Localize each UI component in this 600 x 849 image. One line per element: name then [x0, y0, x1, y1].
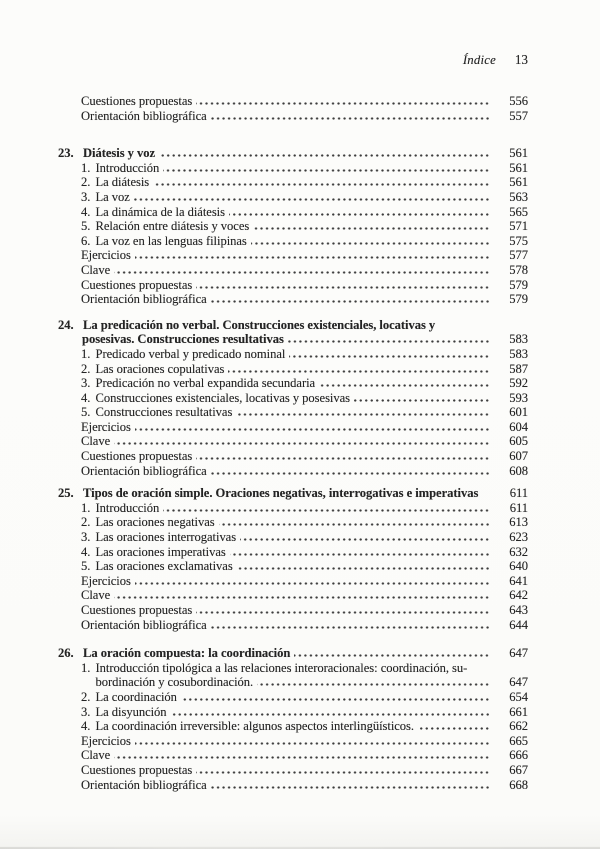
- running-title: Índice: [462, 53, 496, 67]
- entry-number: 2.: [81, 361, 91, 376]
- toc-entry: [81, 588, 528, 603]
- entry-label: La disyunción: [95, 704, 167, 719]
- dot-leader: [163, 509, 490, 512]
- dot-leader: [211, 626, 490, 629]
- dot-leader: [294, 654, 490, 657]
- entry-label: Cuestiones propuestas: [81, 762, 193, 777]
- toc-entry: [81, 376, 528, 391]
- entry-page-number: 611: [509, 486, 528, 501]
- entry-label: Clave: [81, 748, 111, 763]
- toc-section-24: [58, 318, 528, 479]
- dot-leader: [153, 183, 490, 186]
- entry-number: 1.: [81, 346, 91, 361]
- toc-section-26: [58, 646, 528, 792]
- entry-label: Predicado verbal y predicado nominal: [95, 346, 286, 361]
- chapter-number: 24.: [58, 317, 74, 332]
- entry-page-number: 592: [509, 376, 528, 391]
- dot-leader: [354, 399, 490, 402]
- entry-page-number: 577: [509, 248, 528, 263]
- entry-page-number: 579: [509, 292, 528, 307]
- toc-entry: [81, 234, 528, 249]
- entry-page-number: 561: [509, 160, 528, 175]
- entry-page-number: 583: [509, 332, 528, 347]
- dot-leader: [196, 611, 490, 614]
- toc-entry: [81, 278, 528, 293]
- dot-leader: [236, 413, 490, 416]
- entry-number: 4.: [81, 390, 91, 405]
- dot-leader: [163, 169, 490, 172]
- dot-leader: [237, 567, 490, 570]
- entry-label: Introducción: [95, 500, 160, 515]
- entry-page-number: 601: [509, 405, 528, 420]
- entry-page-number: 641: [509, 573, 528, 588]
- entry-number: 6.: [81, 233, 91, 248]
- entry-number: 2.: [81, 515, 91, 530]
- toc-entry: [81, 109, 528, 124]
- chapter-title-continued: posesivas. Construcciones resultativas: [82, 332, 284, 347]
- entry-label-continued: bordinación y cosubordinación.: [95, 675, 254, 690]
- entry-label: Las oraciones imperativas: [95, 544, 226, 559]
- entry-label: Las oraciones negativas: [95, 515, 215, 530]
- entry-label: Predicación no verbal expandida secundaria: [95, 376, 316, 391]
- entry-page-number: 661: [509, 704, 528, 719]
- entry-number: 4.: [81, 544, 91, 559]
- dot-leader: [135, 256, 490, 259]
- entry-number: 5.: [81, 405, 91, 420]
- entry-label: Ejercicios: [81, 419, 131, 434]
- entry-page-number: 561: [509, 146, 528, 161]
- entry-label: Clave: [81, 588, 111, 603]
- entry-label: Las oraciones copulativas: [95, 361, 225, 376]
- entry-number: 5.: [81, 219, 91, 234]
- entry-page-number: 623: [509, 530, 528, 545]
- entry-page-number: 565: [509, 204, 528, 219]
- entry-label: La coordinación: [95, 689, 177, 704]
- entry-number: 1.: [81, 500, 91, 515]
- entry-number: 4.: [81, 719, 91, 734]
- entry-label: Ejercicios: [81, 248, 131, 263]
- dot-leader: [211, 300, 490, 303]
- entry-page-number: 593: [509, 390, 528, 405]
- entry-page-number: 556: [509, 94, 528, 108]
- toc-section-23: [58, 146, 528, 307]
- dot-leader: [114, 271, 490, 274]
- entry-label: Introducción tipológica a las relaciones interoracionales: coordinación, su-: [95, 660, 468, 675]
- toc-entry: [81, 501, 528, 516]
- toc-entry: [81, 559, 528, 574]
- entry-page-number: 667: [509, 762, 528, 777]
- entry-number: 5.: [81, 559, 91, 574]
- toc-entry: [81, 530, 528, 545]
- entry-page-number: 666: [509, 748, 528, 763]
- toc-entry: [81, 161, 528, 176]
- toc-entry: [81, 292, 528, 307]
- toc-entry: [81, 778, 528, 793]
- entry-page-number: 611: [509, 500, 528, 515]
- dot-leader: [211, 472, 490, 475]
- entry-label: Orientación bibliográfica: [81, 292, 207, 307]
- entry-number: 3.: [81, 189, 91, 204]
- chapter-title: Tipos de oración simple. Oraciones negativas, interrogativas e imperativas: [83, 486, 479, 501]
- entry-page-number: 587: [509, 361, 528, 376]
- dot-leader: [211, 117, 490, 120]
- entry-label: La coordinación irreversible: algunos aspectos interlingüísticos.: [95, 719, 415, 734]
- toc-entry: [81, 545, 528, 560]
- toc-entry: [81, 263, 528, 278]
- toc-entry-line2: [81, 675, 528, 690]
- entry-page-number: 575: [509, 233, 528, 248]
- entry-number: 1.: [81, 160, 91, 175]
- toc-section-continuation: [58, 94, 528, 123]
- entry-page-number: 605: [509, 434, 528, 449]
- entry-number: 4.: [81, 204, 91, 219]
- toc-entry: [81, 763, 528, 778]
- dot-leader: [230, 553, 490, 556]
- entry-label: Cuestiones propuestas: [81, 603, 193, 617]
- entry-number: 1.: [81, 660, 91, 675]
- entry-label: La voz en las lenguas filipinas: [95, 233, 247, 248]
- toc-entry: [81, 434, 528, 449]
- toc-entry: [81, 690, 528, 705]
- entry-label: Construcciones existenciales, locativas y posesivas: [95, 390, 351, 405]
- entry-label: Las oraciones exclamativas: [95, 559, 233, 574]
- chapter-title: La predicación no verbal. Construcciones existenciales, locativas y: [83, 317, 436, 332]
- toc-entry: [81, 734, 528, 749]
- dot-leader: [171, 713, 490, 716]
- entry-number: 3.: [81, 704, 91, 719]
- dot-leader: [240, 538, 490, 541]
- entry-label: Las oraciones interrogativas: [95, 530, 237, 545]
- toc-entry: [81, 449, 528, 464]
- toc-entry: [81, 405, 528, 420]
- toc-entry: [81, 347, 528, 362]
- entry-page-number: 557: [509, 108, 528, 123]
- dot-leader: [114, 442, 490, 445]
- entry-page-number: 647: [509, 646, 528, 661]
- toc-chapter-title-line1: [58, 318, 528, 333]
- entry-page-number: 643: [509, 603, 528, 617]
- dot-leader: [135, 428, 490, 431]
- entry-label: Clave: [81, 434, 111, 449]
- entry-page-number: 654: [509, 689, 528, 704]
- entry-page-number: 647: [509, 675, 528, 690]
- chapter-number: 26.: [58, 646, 74, 661]
- dot-leader: [196, 286, 490, 289]
- toc-entry: [81, 190, 528, 205]
- entry-page-number: 561: [509, 175, 528, 190]
- dot-leader: [196, 102, 490, 105]
- toc-entry: [81, 94, 528, 109]
- entry-page-number: 583: [509, 346, 528, 361]
- entry-label: Cuestiones propuestas: [81, 94, 193, 108]
- entry-label: La diátesis: [95, 175, 150, 190]
- toc-entry: [81, 362, 528, 377]
- dot-leader: [319, 384, 490, 387]
- toc-entry: [81, 248, 528, 263]
- toc-entry: [81, 175, 528, 190]
- toc-entry: [81, 618, 528, 633]
- running-header: [58, 53, 528, 68]
- entry-page-number: 642: [509, 588, 528, 603]
- entry-page-number: 608: [509, 463, 528, 478]
- toc-chapter-title-line2: [58, 332, 528, 347]
- entry-label: Introducción: [95, 160, 160, 175]
- toc-chapter-title: [58, 646, 528, 661]
- dot-leader: [114, 756, 490, 759]
- entry-page-number: 640: [509, 559, 528, 574]
- toc-entry: [81, 464, 528, 479]
- entry-page-number: 563: [509, 189, 528, 204]
- dot-leader: [251, 242, 490, 245]
- entry-label: Construcciones resultativas: [95, 405, 233, 420]
- toc-entry: [81, 748, 528, 763]
- chapter-number: 23.: [58, 146, 74, 161]
- entry-page-number: 604: [509, 419, 528, 434]
- toc-chapter-title: [58, 486, 528, 501]
- entry-page-number: 662: [509, 719, 528, 734]
- header-page-number: 13: [514, 52, 528, 67]
- entry-page-number: 571: [509, 219, 528, 234]
- dot-leader: [228, 370, 490, 373]
- dot-leader: [257, 683, 490, 686]
- toc-chapter-title: [58, 146, 528, 161]
- entry-page-number: 579: [509, 277, 528, 292]
- entry-page-number: 632: [509, 544, 528, 559]
- entry-label: Cuestiones propuestas: [81, 449, 193, 464]
- dot-leader: [135, 742, 490, 745]
- entry-label: La dinámica de la diátesis: [95, 204, 225, 219]
- toc-entry: [81, 205, 528, 220]
- entry-number: 3.: [81, 376, 91, 391]
- entry-page-number: 668: [509, 777, 528, 792]
- dot-leader: [114, 596, 490, 599]
- toc-entry: [81, 603, 528, 618]
- chapter-title: Diátesis y voz: [83, 146, 156, 161]
- dot-leader: [289, 355, 490, 358]
- dot-leader: [181, 698, 490, 701]
- dot-leader: [159, 154, 490, 157]
- entry-label: Orientación bibliográfica: [81, 108, 207, 123]
- entry-number: 2.: [81, 689, 91, 704]
- entry-label: Ejercicios: [81, 733, 131, 748]
- entry-label: Orientación bibliográfica: [81, 463, 207, 478]
- chapter-number: 25.: [58, 486, 74, 501]
- dot-leader: [196, 457, 490, 460]
- dot-leader: [219, 523, 490, 526]
- entry-page-number: 665: [509, 733, 528, 748]
- dot-leader: [229, 213, 490, 216]
- dot-leader: [134, 198, 490, 201]
- dot-leader: [135, 582, 490, 585]
- entry-number: 2.: [81, 175, 91, 190]
- entry-page-number: 578: [509, 262, 528, 277]
- entry-number: 3.: [81, 530, 91, 545]
- entry-label: La voz: [95, 189, 130, 204]
- entry-label: Orientación bibliográfica: [81, 617, 207, 632]
- entry-label: Cuestiones propuestas: [81, 277, 193, 292]
- dot-leader: [196, 771, 490, 774]
- entry-label: Clave: [81, 262, 111, 277]
- entry-page-number: 613: [509, 515, 528, 530]
- toc-entry: [81, 391, 528, 406]
- entry-page-number: 644: [509, 617, 528, 632]
- toc-entry: [81, 705, 528, 720]
- toc-entry: [81, 719, 528, 734]
- toc-section-25: [58, 486, 528, 632]
- entry-page-number: 607: [509, 449, 528, 464]
- entry-label: Ejercicios: [81, 573, 131, 588]
- toc-entry: [81, 574, 528, 589]
- toc-entry: [81, 515, 528, 530]
- toc-entry-line1: [81, 661, 528, 676]
- dot-leader: [418, 727, 490, 730]
- table-of-contents: [58, 94, 528, 792]
- toc-entry: [81, 219, 528, 234]
- chapter-title: La oración compuesta: la coordinación: [83, 646, 291, 661]
- dot-leader: [288, 340, 490, 343]
- entry-label: Orientación bibliográfica: [81, 777, 207, 792]
- toc-entry: [81, 420, 528, 435]
- entry-label: Relación entre diátesis y voces: [95, 219, 250, 234]
- dot-leader: [253, 227, 490, 230]
- dot-leader: [211, 786, 490, 789]
